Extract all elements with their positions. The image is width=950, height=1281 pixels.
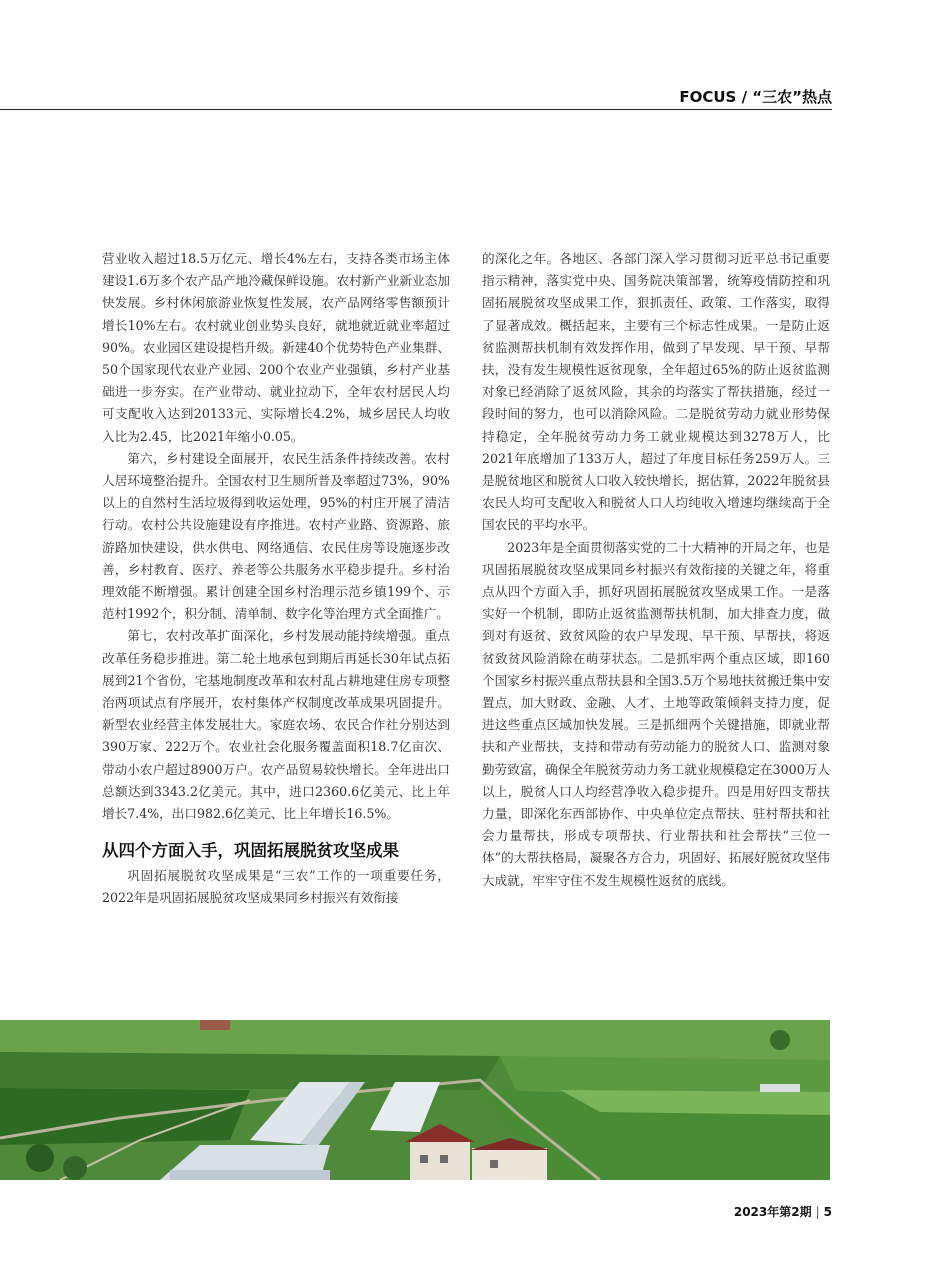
paragraph: 的深化之年。各地区、各部门深入学习贯彻习近平总书记重要指示精神，落实党中央、国务院决策部署，统筹疫情防控和巩固拓展脱贫攻坚成果工作，狠抓责任、政策、工作落实，取得了显著成效。概括起来，主要有三个标志性成果。一是防止返贫监测帮扶机制有效发挥作用，做到了早发现、早干预、早帮扶，没有发生规模性返贫现象，全年超过65%的防止返贫监测对象已经消除了返贫风险，其余的均落实了帮扶措施，经过一段时间的努力，也可以消除风险。二是脱贫劳动力就业形势保持稳定，全年脱贫劳动力务工就业规模达到3278万人，比2021年底增加了133万人，超过了年度目标任务259万人。三是脱贫地区和脱贫人口收入较快增长，据估算，2022年脱贫县农民人均可支配收入和脱贫人口人均纯收入增速均继续高于全国农民的平均水平。 xyxy=(482,251,830,533)
paragraph: 2023年是全面贯彻落实党的二十大精神的开局之年，也是巩固拓展脱贫攻坚成果同乡村振兴有效衔接的关键之年，将重点从四个方面入手，抓好巩固拓展脱贫攻坚成果工作。一是落实好一个机制，即防止返贫监测帮扶机制，加大排查力度，做到对有返贫、致贫风险的农户早发现、早干预、早帮扶，将返贫致贫风险消除在萌芽状态。二是抓牢两个重点区域，即160个国家乡村振兴重点帮扶县和全国3.5万个易地扶贫搬迁集中安置点，加大财政、金融、人才、土地等政策倾斜支持力度，促进这些重点区域加快发展。三是抓细两个关键措施，即就业帮扶和产业帮扶，支持和带动有劳动能力的脱贫人口、监测对象勤劳致富，确保全年脱贫劳动力务工就业规模稳定在3000万人以上，脱贫人口人均经营净收入稳步提升。四是用好四支帮扶力量，即深化东西部协作、中央单位定点帮扶、驻村帮扶和社会力量帮扶，形成专项帮扶、行业帮扶和社会帮扶“三位一体”的大帮扶格局，凝聚各方合力，巩固好、拓展好脱贫攻坚伟大成就，牢牢守住不发生规模性返贫的底线。 xyxy=(482,539,830,888)
farmland-greenhouse-photo xyxy=(0,1020,830,1180)
footer-separator: | xyxy=(815,1205,820,1219)
section-header-label: FOCUS / “三农”热点 xyxy=(679,88,832,106)
paragraph: 营业收入超过18.5万亿元、增长4%左右，支持各类市场主体建设1.6万多个农产品产地冷藏保鲜设施。农村新产业新业态加快发展。乡村休闲旅游业恢复性发展，农产品网络零售额预计增长10%左右。农村就业创业势头良好，就地就近就业率超过90%。农业园区建设提档升级。新建40个优势特色产业集群、50个国家现代农业产业园、200个农业产业强镇，乡村产业基础进一步夯实。在产业带动、就业拉动下，全年农村居民人均可支配收入达到20133元、实际增长4.2%，城乡居民人均收入比为2.45，比2021年缩小0.05。 xyxy=(102,251,450,444)
page-number: 5 xyxy=(823,1205,832,1219)
right-column xyxy=(482,248,830,892)
paragraph: 第七，农村改革扩面深化，乡村发展动能持续增强。重点改革任务稳步推进。第二轮土地承包到期后再延长30年试点拓展到21个省份，宅基地制度改革和农村乱占耕地建住房专项整治两项试点有序展开，农村集体产权制度改革成果巩固提升。新型农业经营主体发展壮大。家庭农场、农民合作社分别达到390万家、222万个。农业社会化服务覆盖面积18.7亿亩次、带动小农户超过8900万户。农产品贸易较快增长。全年进出口总额达到3343.2亿美元。其中，进口2360.6亿美元、比上年增长7.4%，出口982.6亿美元、比上年增长16.5%。 xyxy=(102,628,450,822)
left-column xyxy=(102,248,450,910)
footer-issue xyxy=(734,1203,832,1220)
issue-label: 2023年第2期 xyxy=(733,1205,812,1219)
header-rule xyxy=(0,109,832,110)
paragraph: 第六，乡村建设全面展开，农民生活条件持续改善。农村人居环境整治提升。全国农村卫生厕所普及率超过73%，90%以上的自然村生活垃圾得到收运处理，95%的村庄开展了清洁行动。农村公共设施建设有序推进。农村产业路、资源路、旅游路加快建设，供水供电、网络通信、农民住房等设施逐步改善，乡村教育、医疗、养老等公共服务水平稳步提升。乡村治理效能不断增强。累计创建全国乡村治理示范乡镇199个、示范村1992个，积分制、清单制、数字化等治理方式全面推广。 xyxy=(102,450,450,622)
section-heading: 从四个方面入手，巩固拓展脱贫攻坚成果 xyxy=(102,841,399,861)
paragraph: 巩固拓展脱贫攻坚成果是“三农”工作的一项重要任务，2022年是巩固拓展脱贫攻坚成果同乡村振兴有效衔接 xyxy=(102,868,450,906)
